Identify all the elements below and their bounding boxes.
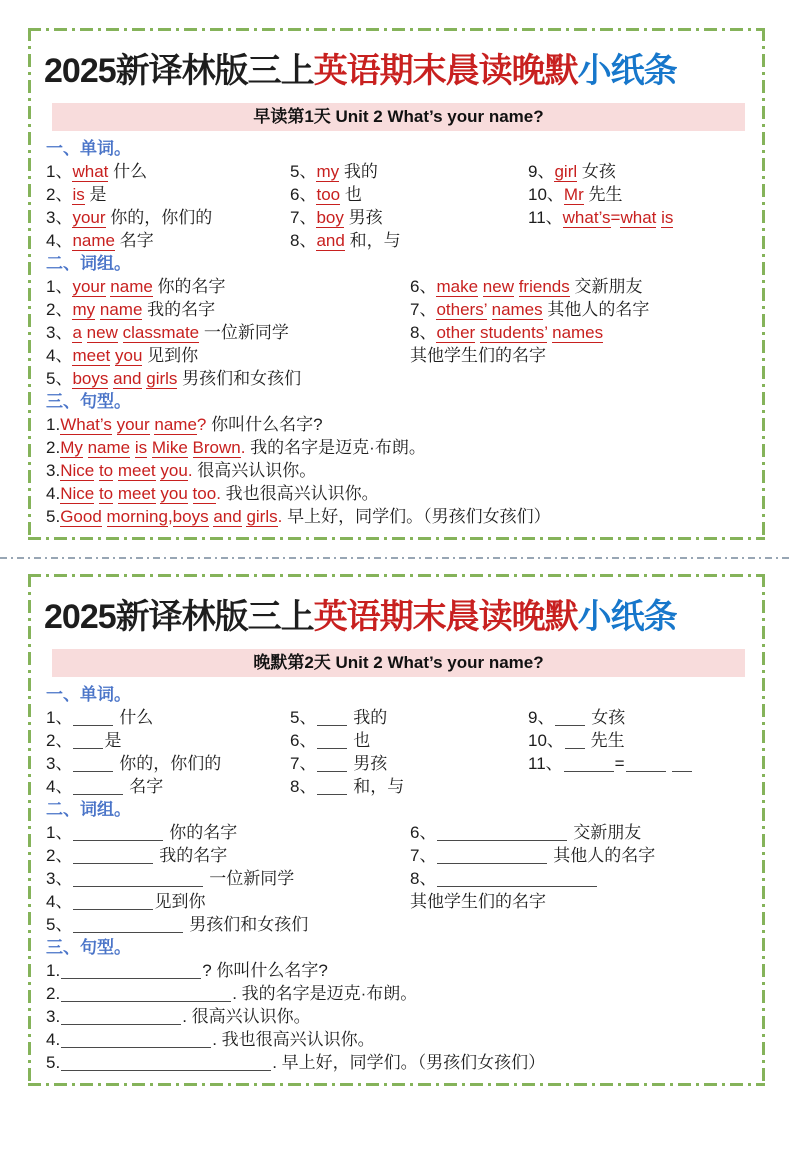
chinese-text: 见到你 (154, 892, 206, 911)
item-number: 2、 (46, 846, 73, 865)
chinese-text: 早上好，同学们。（男孩们女孩们） (287, 507, 551, 526)
phrase-item (46, 298, 410, 321)
item-number: 3、 (46, 754, 73, 773)
column (46, 821, 410, 936)
vocab-item (46, 160, 290, 183)
chinese-text: 其他学生们的名字 (410, 892, 546, 911)
day-banner-morning: 早读第1天 Unit 2 What’s your name? (52, 103, 745, 131)
item-number: 3、 (46, 323, 73, 342)
chinese-text: 我的名字 (147, 300, 216, 319)
phrase-item (410, 275, 747, 298)
chinese-text: 女孩 (581, 162, 616, 181)
item-number: 1、 (46, 708, 73, 727)
english-word: girls (246, 507, 278, 526)
title-segment-subject: 英语期末晨读晚默 (313, 52, 578, 90)
english-word: too (316, 185, 341, 204)
vocab-item (46, 183, 290, 206)
english-word: friends (518, 277, 570, 296)
punctuation: . (216, 484, 221, 503)
chinese-text: 你的，你们的 (114, 754, 222, 773)
english-word: girl (554, 162, 578, 181)
item-number: 11、 (528, 754, 563, 773)
answer-blank (565, 734, 585, 749)
english-word: my (316, 162, 340, 181)
answer-blank (61, 1033, 211, 1048)
chinese-text: 一位新同学 (204, 869, 295, 888)
english-word: boys (72, 369, 109, 388)
item-number: 4、 (46, 346, 73, 365)
phrase-item (410, 821, 747, 844)
item-number: 2、 (46, 300, 73, 319)
section-header-words: 一、单词。 (46, 685, 131, 704)
english-word: make (436, 277, 479, 296)
section-header-words: 一、单词。 (46, 139, 131, 158)
chinese-text: 也 (344, 185, 362, 204)
english-word: meet (72, 346, 111, 365)
english-word: you (160, 461, 188, 480)
vocab-item (290, 706, 528, 729)
answer-blank (317, 780, 347, 795)
item-number: 7、 (290, 208, 317, 227)
item-number: 2、 (46, 185, 73, 204)
section-header-phrases: 二、词组。 (46, 800, 131, 819)
english-word: your (72, 208, 106, 227)
phrases-list (46, 821, 747, 936)
sentence-item (46, 413, 747, 436)
english-word: Good (60, 507, 102, 526)
sentence-item (46, 505, 747, 528)
english-word: boy (316, 208, 344, 227)
vocab-item (290, 206, 528, 229)
english-word: Mike (151, 438, 188, 457)
answer-blank (73, 711, 113, 726)
chinese-text: 和，与 (348, 777, 405, 796)
chinese-text: . 我的名字是迈克·布朗。 (232, 984, 418, 1003)
chinese-text: 名字 (124, 777, 164, 796)
item-number: 5. (46, 507, 61, 526)
phrase-item (46, 275, 410, 298)
words-list (46, 706, 747, 798)
item-number: 1、 (46, 277, 73, 296)
english-word: too (192, 484, 217, 503)
english-word: new (86, 323, 118, 342)
english-word: what (620, 208, 657, 227)
item-number: 3、 (46, 869, 73, 888)
vocab-item (290, 160, 528, 183)
item-number: 10、 (528, 731, 564, 750)
item-number: 4、 (46, 892, 73, 911)
column (410, 275, 747, 367)
title-segment-note: 小纸条 (577, 52, 677, 90)
sentence-item (46, 959, 747, 982)
chinese-text: 先生 (585, 731, 625, 750)
vocab-item (46, 752, 290, 775)
words-list (46, 160, 747, 252)
english-word: My (60, 438, 83, 457)
chinese-text: 其他人的名字 (547, 300, 650, 319)
title-segment-edition: 2025新译林版三上 (44, 52, 314, 90)
punctuation: . (240, 438, 246, 457)
english-word: meet (117, 461, 156, 480)
english-word: name (87, 438, 131, 457)
english-word: your (72, 277, 106, 296)
answer-blank (73, 872, 203, 887)
worksheet-evening (28, 574, 765, 1086)
phrase-item (410, 298, 747, 321)
vocab-item (528, 160, 747, 183)
sheet-content (44, 137, 749, 528)
english-word: and (113, 369, 142, 388)
item-number: 4、 (46, 231, 73, 250)
sentence-item (46, 1005, 747, 1028)
answer-blank (672, 757, 692, 772)
vocab-item (290, 183, 528, 206)
chinese-text: . 早上好，同学们。（男孩们女孩们） (272, 1053, 546, 1072)
sentence-item (46, 436, 747, 459)
item-number: 2. (46, 984, 61, 1003)
item-number: 3. (46, 1007, 61, 1026)
title-segment-subject: 英语期末晨读晚默 (313, 598, 578, 636)
chinese-text: = (614, 754, 625, 773)
answer-blank (73, 734, 103, 749)
english-word: Brown (192, 438, 241, 457)
chinese-text: 其他人的名字 (548, 846, 656, 865)
vocab-item (528, 729, 747, 752)
column (46, 275, 410, 390)
chinese-text: 其他学生们的名字 (410, 346, 546, 365)
item-number: 8、 (290, 777, 317, 796)
chinese-text: 先生 (588, 185, 623, 204)
english-word: and (316, 231, 345, 250)
english-word: classmate (122, 323, 200, 342)
english-word: name (72, 231, 115, 250)
section-header-sentences: 三、句型。 (46, 938, 131, 957)
english-word: Nice (60, 484, 95, 503)
punctuation: . (277, 507, 283, 526)
item-number: 4. (46, 484, 61, 503)
chinese-text: 和，与 (349, 231, 401, 250)
english-word: to (98, 484, 114, 503)
vocab-item (46, 229, 290, 252)
item-number: 1、 (46, 823, 73, 842)
phrase-item (46, 844, 410, 867)
vocab-item (528, 752, 747, 775)
day-banner-evening: 晚默第2天 Unit 2 What’s your name? (52, 649, 745, 677)
title-segment-edition: 2025新译林版三上 (44, 598, 314, 636)
answer-blank (61, 1010, 181, 1025)
answer-blank (317, 757, 347, 772)
sentence-item (46, 982, 747, 1005)
english-word: what (72, 162, 109, 181)
vocab-item (290, 775, 528, 798)
answer-blank (437, 872, 597, 887)
item-number: 9、 (528, 162, 555, 181)
answer-blank (317, 711, 347, 726)
item-number: 7、 (290, 754, 317, 773)
punctuation: ? (196, 415, 207, 434)
item-number: 6、 (290, 185, 317, 204)
item-number: 8、 (410, 323, 437, 342)
phrase-item (410, 844, 747, 867)
vocab-item (290, 752, 528, 775)
phrases-list (46, 275, 747, 390)
item-number: 5. (46, 1053, 61, 1072)
column (528, 706, 747, 775)
chinese-text: ? 你叫什么名字? (202, 961, 328, 980)
phrase-item (410, 867, 747, 890)
column (410, 821, 747, 913)
chinese-text: 男孩 (348, 208, 383, 227)
answer-blank (73, 757, 113, 772)
chinese-text: 交新朋友 (574, 277, 643, 296)
english-word: your (116, 415, 150, 434)
item-number: 6、 (290, 731, 317, 750)
answer-blank (555, 711, 585, 726)
vocab-item (46, 706, 290, 729)
item-number: 4. (46, 1030, 61, 1049)
english-word: names (491, 300, 543, 319)
item-number: 8、 (290, 231, 317, 250)
item-number: 9、 (528, 708, 555, 727)
english-word: Nice (60, 461, 95, 480)
sentences-list (46, 413, 747, 528)
english-word: boys (172, 507, 209, 526)
item-number: 7、 (410, 300, 437, 319)
item-number: 6、 (410, 277, 437, 296)
title-segment-note: 小纸条 (577, 598, 677, 636)
doc-title (44, 48, 749, 94)
english-word: Mr (563, 185, 584, 204)
english-word: is (134, 438, 148, 457)
answer-blank (437, 849, 547, 864)
sentences-list (46, 959, 747, 1074)
chinese-text: 我的 (348, 708, 388, 727)
sentence-item (46, 482, 747, 505)
english-word: you (115, 346, 143, 365)
item-number: 4、 (46, 777, 73, 796)
item-number: 3. (46, 461, 61, 480)
chinese-text: . 很高兴认识你。 (182, 1007, 311, 1026)
phrase-item (410, 321, 747, 344)
english-word: What’s (60, 415, 112, 434)
item-number: 5、 (290, 708, 317, 727)
answer-blank (73, 849, 153, 864)
vocab-item (528, 706, 747, 729)
chinese-text: 什么 (114, 708, 154, 727)
cut-line (0, 557, 793, 559)
vocab-item (46, 775, 290, 798)
punctuation: , (167, 507, 173, 526)
chinese-text: 我也很高兴认识你。 (225, 484, 379, 503)
english-word: names (552, 323, 604, 342)
chinese-text: 是 (104, 731, 122, 750)
column (46, 160, 290, 252)
item-number: 5、 (290, 162, 317, 181)
english-word: is (72, 185, 85, 204)
english-word: girls (146, 369, 178, 388)
section-header-phrases: 二、词组。 (46, 254, 131, 273)
english-word: is (661, 208, 674, 227)
chinese-text: 什么 (113, 162, 148, 181)
phrase-item (46, 344, 410, 367)
answer-blank (61, 964, 201, 979)
chinese-text: 也 (348, 731, 371, 750)
chinese-text: 男孩们和女孩们 (182, 369, 302, 388)
sentence-item (46, 1051, 747, 1074)
answer-blank (73, 826, 163, 841)
phrase-item (46, 890, 410, 913)
vocab-item (290, 729, 528, 752)
chinese-text: 我的名字是迈克·布朗。 (250, 438, 426, 457)
doc-title (44, 594, 749, 640)
english-word: new (482, 277, 514, 296)
chinese-text: 男孩们和女孩们 (184, 915, 309, 934)
vocab-item (528, 183, 747, 206)
answer-blank (437, 826, 567, 841)
english-word: you (160, 484, 188, 503)
phrase-item (410, 890, 747, 913)
column (290, 706, 528, 798)
vocab-item (46, 206, 290, 229)
phrase-item (46, 821, 410, 844)
vocab-item (46, 729, 290, 752)
phrase-item (46, 867, 410, 890)
english-word: name (99, 300, 143, 319)
item-number: 2. (46, 438, 61, 457)
vocab-item (528, 206, 747, 229)
chinese-text: 我的名字 (154, 846, 228, 865)
answer-blank (61, 987, 231, 1002)
english-word: students’ (479, 323, 548, 342)
punctuation: . (187, 461, 193, 480)
sentence-item (46, 1028, 747, 1051)
item-number: 11、 (528, 208, 563, 227)
column (46, 706, 290, 798)
english-word: and (213, 507, 242, 526)
chinese-text (667, 754, 672, 773)
english-word: others’ (436, 300, 487, 319)
chinese-text: 你叫什么名字? (211, 415, 323, 434)
answer-blank (626, 757, 666, 772)
item-number: 10、 (528, 185, 564, 204)
chinese-text: 女孩 (586, 708, 626, 727)
phrase-item (46, 367, 410, 390)
page (0, 28, 793, 1150)
english-word: morning (106, 507, 168, 526)
phrase-item (46, 321, 410, 344)
english-word: name (110, 277, 153, 296)
answer-blank (73, 895, 153, 910)
phrase-item (410, 344, 747, 367)
chinese-text: 名字 (119, 231, 154, 250)
chinese-text: 你的名字 (164, 823, 238, 842)
answer-blank (73, 780, 123, 795)
english-word: name (154, 415, 197, 434)
worksheet-morning (28, 28, 765, 540)
item-number: 6、 (410, 823, 437, 842)
chinese-text: 交新朋友 (568, 823, 642, 842)
chinese-text: . 我也很高兴认识你。 (212, 1030, 375, 1049)
item-number: 1. (46, 961, 61, 980)
punctuation: = (610, 208, 621, 227)
chinese-text: 很高兴认识你。 (197, 461, 317, 480)
item-number: 5、 (46, 369, 73, 388)
column (290, 160, 528, 252)
item-number: 2、 (46, 731, 73, 750)
item-number: 8、 (410, 869, 437, 888)
item-number: 1、 (46, 162, 73, 181)
english-word: meet (117, 484, 156, 503)
chinese-text: 男孩 (348, 754, 388, 773)
chinese-text: 见到你 (147, 346, 199, 365)
answer-blank (564, 757, 614, 772)
answer-blank (61, 1056, 271, 1071)
item-number: 3、 (46, 208, 73, 227)
sheet-content (44, 683, 749, 1074)
english-word: other (436, 323, 476, 342)
chinese-text: 你的，你们的 (110, 208, 213, 227)
column (528, 160, 747, 229)
phrase-item (46, 913, 410, 936)
item-number: 5、 (46, 915, 73, 934)
item-number: 1. (46, 415, 61, 434)
sentence-item (46, 459, 747, 482)
section-header-sentences: 三、句型。 (46, 392, 131, 411)
vocab-item (290, 229, 528, 252)
english-word: my (72, 300, 96, 319)
english-word: what’s (562, 208, 611, 227)
chinese-text: 一位新同学 (203, 323, 289, 342)
chinese-text: 是 (89, 185, 107, 204)
item-number: 7、 (410, 846, 437, 865)
english-word: to (98, 461, 114, 480)
chinese-text: 你的名字 (157, 277, 226, 296)
english-word: a (72, 323, 82, 342)
chinese-text: 我的 (343, 162, 378, 181)
answer-blank (317, 734, 347, 749)
answer-blank (73, 918, 183, 933)
